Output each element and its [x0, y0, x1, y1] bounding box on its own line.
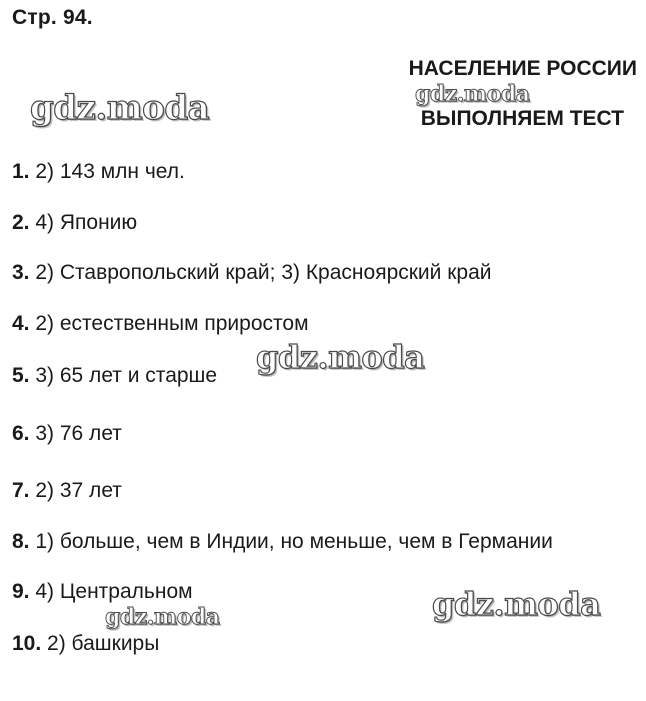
answer-text: 4) Японию: [35, 211, 138, 234]
answer-item: [12, 261, 492, 285]
watermark: gdz.moda: [30, 88, 210, 128]
answer-item: [12, 530, 553, 554]
answer-text: 2) естественным приростом: [35, 312, 309, 335]
answer-number: 5.: [12, 364, 30, 387]
answer-item: [12, 422, 122, 446]
answer-number: 1.: [12, 160, 30, 183]
answer-text: 2) 143 млн чел.: [35, 160, 185, 183]
answer-number: 9.: [12, 580, 30, 603]
answer-text: 2) 37 лет: [35, 479, 122, 502]
answer-item: [12, 479, 122, 503]
answer-text: 4) Центральном: [35, 580, 193, 603]
answer-item: [12, 580, 193, 604]
answer-item: [12, 364, 217, 388]
answer-number: 8.: [12, 530, 30, 553]
answer-number: 4.: [12, 312, 30, 335]
answer-text: 3) 65 лет и старше: [35, 364, 218, 387]
watermark: gdz.moda: [256, 338, 425, 376]
answer-number: 3.: [12, 261, 30, 284]
answer-text: 2) Ставропольский край; 3) Красноярский край: [35, 261, 492, 284]
answer-text: 1) больше, чем в Индии, но меньше, чем в Германии: [35, 530, 553, 553]
answer-item: [12, 211, 137, 235]
watermark: gdz.moda: [105, 604, 220, 630]
answer-item: [12, 632, 159, 656]
watermark: gdz.moda: [415, 81, 530, 107]
answer-number: 7.: [12, 479, 30, 502]
section-subtitle: ВЫПОЛНЯЕМ ТЕСТ: [420, 107, 624, 130]
section-title: НАСЕЛЕНИЕ РОССИИ: [408, 57, 637, 80]
watermark: gdz.moda: [432, 585, 601, 623]
answer-number: 10.: [12, 632, 42, 655]
page-reference: Стр. 94.: [12, 6, 93, 29]
answer-item: [12, 160, 185, 184]
answer-number: 2.: [12, 211, 30, 234]
answer-text: 3) 76 лет: [35, 422, 122, 445]
answer-item: [12, 312, 309, 336]
answer-text: 2) башкиры: [47, 632, 160, 655]
answer-number: 6.: [12, 422, 30, 445]
